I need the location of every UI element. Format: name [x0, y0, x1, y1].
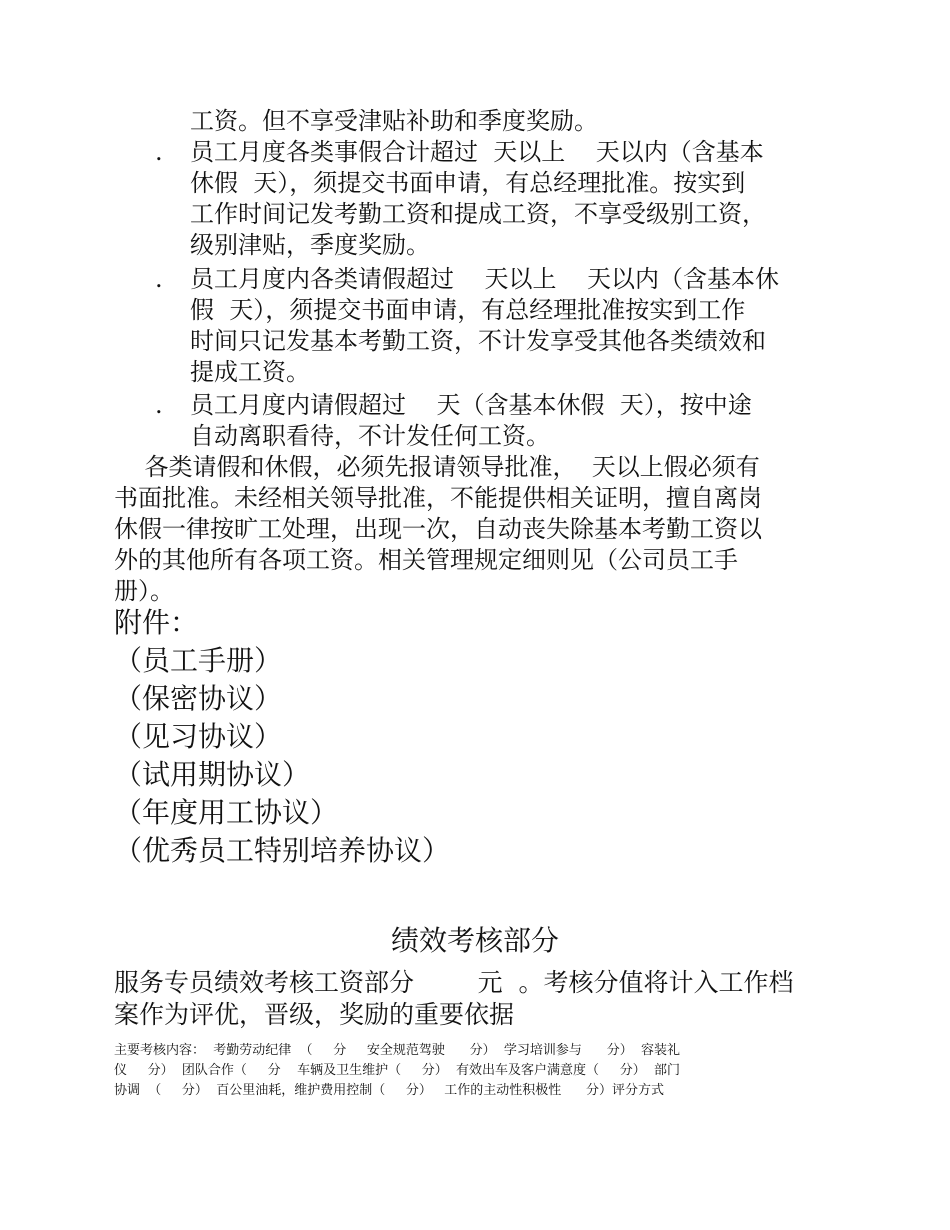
- performance-intro-line-1: 服务专员绩效考核工资部分 元 。考核分值将计入工作档: [114, 968, 794, 997]
- attachment-item: （见习协议）: [114, 720, 283, 753]
- attachment-item: （年度用工协议）: [114, 796, 339, 829]
- list-item-2-line-1: 员工月度内各类请假超过 天以上 天以内（含基本休: [190, 265, 780, 293]
- attachment-item: （试用期协议）: [114, 758, 311, 791]
- paragraph-line-4: 外的其他所有各项工资。相关管理规定细则见（公司员工手: [114, 546, 738, 574]
- list-item-1-line-2: 休假 天），须提交书面申请，有总经理批准。按实到: [190, 169, 746, 197]
- paragraph-line-2: 书面批准。未经相关领导批准，不能提供相关证明，擅自离岗: [114, 484, 762, 512]
- section-title: 绩效考核部分: [390, 924, 559, 957]
- attachments-heading: 附件：: [114, 606, 199, 639]
- list-item-1-line-4: 级别津贴，季度奖励。: [190, 231, 430, 259]
- attachment-item: （保密协议）: [114, 682, 283, 715]
- list-bullet: .: [155, 265, 163, 293]
- paragraph-line-3: 休假一律按旷工处理，出现一次，自动丧失除基本考勤工资以: [114, 515, 762, 543]
- assessment-details-line-1: 主要考核内容： 考勤劳动纪律 （ 分 安全规范驾驶 分） 学习培训参与 分） 容装礼: [114, 1043, 680, 1058]
- list-item-3-line-1: 员工月度内请假超过 天（含基本休假 天），按中途: [190, 391, 752, 419]
- list-item-1-line-3: 工作时间记发考勤工资和提成工资，不享受级别工资，: [190, 200, 766, 228]
- list-bullet: .: [155, 138, 163, 166]
- list-item-3-line-2: 自动离职看待，不计发任何工资。: [190, 422, 550, 450]
- attachment-item: （员工手册）: [114, 644, 283, 677]
- list-item-2-line-2: 假 天），须提交书面申请，有总经理批准按实到工作: [190, 296, 746, 324]
- list-bullet: .: [155, 391, 163, 419]
- performance-intro-line-2: 案作为评优，晋级，奖励的重要依据: [114, 1000, 515, 1029]
- assessment-details-line-2: 仪 分） 团队合作（ 分 车辆及卫生维护（ 分） 有效出车及客户满意度（ 分） 部门: [114, 1063, 680, 1078]
- list-item-2-line-4: 提成工资。: [190, 358, 310, 386]
- list-item-2-line-3: 时间只记发基本考勤工资，不计发享受其他各类绩效和: [190, 327, 766, 355]
- list-item-continuation: 工资。但不享受津贴补助和季度奖励。: [190, 107, 598, 135]
- paragraph-line-5: 册）。: [114, 577, 174, 605]
- paragraph-line-1: 各类请假和休假，必须先报请领导批准， 天以上假必须有: [114, 453, 760, 481]
- list-item-1-line-1: 员工月度各类事假合计超过 天以上 天以内（含基本: [190, 138, 764, 166]
- assessment-details-line-3: 协调 （ 分） 百公里油耗，维护费用控制（ 分） 工作的主动性积极性 分）评分方式: [114, 1083, 665, 1098]
- attachment-item: （优秀员工特别培养协议）: [114, 834, 451, 867]
